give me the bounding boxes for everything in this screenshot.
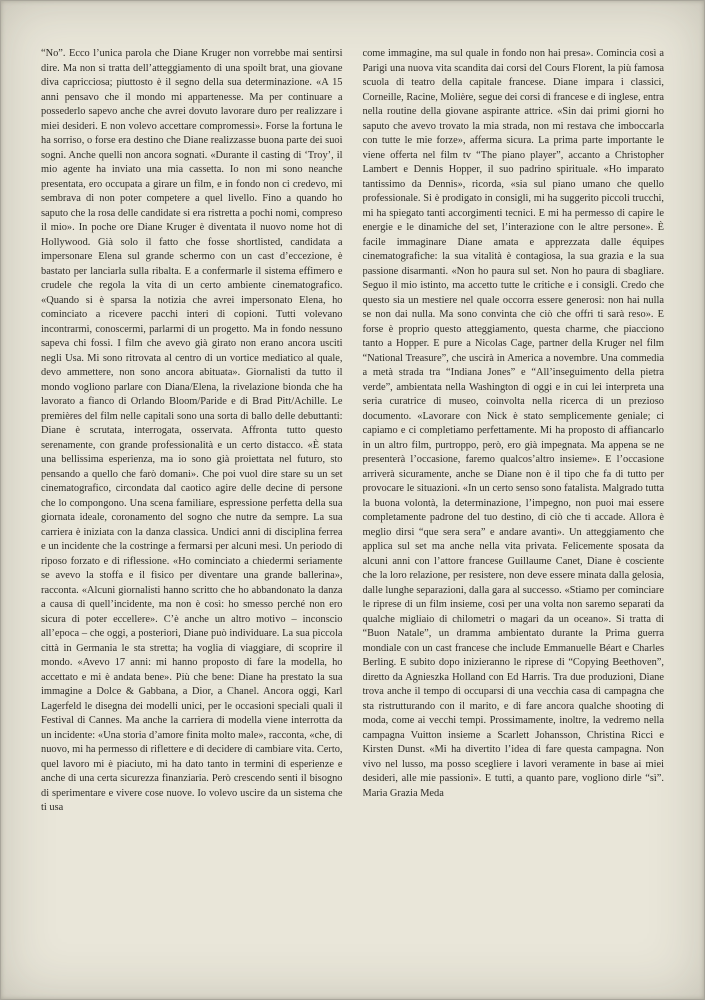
- article-columns: [41, 47, 664, 963]
- article-column-right: [363, 47, 665, 963]
- article-column-left: [41, 47, 343, 963]
- article-text-right: come immagine, ma sul quale in fondo non hai presa». Comincia così a Parigi una nuova vita scandita dai corsi del Cours Florent, la più famosa scuola di teatro della capitale francese. Diane impara i classici, Corneille, Racine, Molière, segue dei corsi di francese e di inglese, entra nella routine della giovane aspirante attrice. «Sin dai primi giorni ho saputo che avevo trovato la mia strada, non mi restava che imboccarla con tutte le mie forze», afferma sicura. La prima parte importante le viene offerta nel film tv “The piano player”, accanto a Christopher Lambert e Dennis Hopper, il suo padrino spirituale. «Ho imparato tantissimo da Dennis», ricorda, «sia sul piano umano che quello professionale. Si è prodigato in consigli, mi ha suggerito piccoli trucchi, mi ha spiegato tanti accorgimenti tecnici. E mi ha permesso di capire le energie e le dinamiche del set, l’interazione con le altre persone». È facile immaginare Diane amata e apprezzata dalle équipes cinematografiche: la sua vitalità è contagiosa, la sua grazia e la sua passione disarmanti. «Non ho paura sul set. Non ho paura di sbagliare. Seguo il mio istinto, ma accetto tutte le critiche e i consigli. Credo che questo sia un mestiere nel quale occorra essere generosi: non hai nulla se non dai nulla. Ma sono convinta che ciò che offri ti sarà reso». E forse è proprio questo atteggiamento, questa charme, che piacciono tanto a Hopper. E pure a Nicolas Cage, partner della Kruger nel film “National Treasure”, che uscirà in America a novembre. Una commedia a metà strada tra “Indiana Jones” e “All’inseguimento della pietra verde”, ambientata nella Washington di oggi e in cui lei interpreta una seria curatrice di museo, coinvolta nella ricerca di un prezioso documento. «Lavorare con Nick è stato semplicemente geniale; ci capiamo e ci completiamo perfettamente. Mi ha proposto di affiancarlo in un altro film, purtroppo, però, ero già impegnata. Ma appena se ne presenterà l’occasione, faremo qualcos’altro insieme». E l’occasione arriverà sicuramente, anche se Diane non è il tipo che fa di tutto per provocare le situazioni. «In un certo senso sono fatalista. Malgrado tutta la buona volontà, la determinazione, l’impegno, non puoi mai essere completamente padrone del tuo destino, di ciò che ti accade. Allora è meglio dirsi “que sera sera” e andare avanti». Un atteggiamento che applica sul set ma anche nella vita privata. Felicemente sposata da alcuni anni con l’attore francese Guillaume Canet, Diane è cosciente che la loro relazione, per resistere, non deve essere minata dalla gelosia, dalle lunghe separazioni, dalla gara al successo. «Stiamo per cominciare le riprese di un film insieme, così per una volta non saremo separati da qualche migliaio di chilometri o magari da un oceano». Si tratta di “Buon Natale”, un dramma ambientato durante la Prima guerra mondiale con un cast francese che include Emmanuelle Béart e Charles Berling. E subito dopo inizieranno le riprese di “Copying Beethoven”, diretto da Agnieszka Holland con Ed Harris. Tra due produzioni, Diane trova anche il tempo di occuparsi di una vecchia casa di campagna che sta ristrutturando con il marito, e di fare ancora qualche shooting di moda, come ai vecchi tempi. Prossimamente, inoltre, la vedremo nella campagna Vuitton insieme a Scarlett Johansson, Christina Ricci e Kirsten Dunst. «Mi ha divertito l’idea di fare questa campagna. Non vivo nel lusso, ma posso scegliere i lavori veramente in base ai miei desideri, alle mie passioni». E tutti, a quanto pare, vogliono dirle “sì”.: [362, 48, 664, 784]
- article-byline: Maria Grazia Meda: [362, 787, 444, 799]
- article-text-left: “No”. Ecco l’unica parola che Diane Kruger non vorrebbe mai sentirsi dire. Ma non si tratta dell’atteggiamento di una spoilt brat, una giovane diva capricciosa; piuttosto è il segno della sua determinazione. «A 15 anni pensavo che il mondo mi appartenesse. Ma per continuare a possederlo sapevo anche che avrei dovuto lavorare duro per realizzare i miei desideri. E non volevo accettare compromessi». Forse la fortuna le ha sorriso, o forse era destino che Diane realizzasse buona parte dei suoi sogni. Anche quelli non ancora sognati. «Durante il casting di ‘Troy’, il mio agente ha inviato una mia cassetta. Io non mi sono neanche presentata, ero occupata a girare un film, e in fondo non ci credevo, mi sembrava di non poter competere a quel livello. Fino a quando ho saputo che la rosa delle candidate si era ristretta a pochi nomi, compreso il mio». In poche ore Diane Kruger è diventata il nuovo nome hot di Hollywood. Già solo il fatto che fosse shortlisted, candidata a impersonare Elena sul grande schermo con un cast d’eccezione, è bastato per lanciarla sulla ribalta. E a confermarle il sistema effimero e crudele che regola la vita di un certo ambiente cinematografico. «Quando si è sparsa la notizia che avrei impersonato Elena, ho cominciato a ricevere pacchi interi di copioni. Tutti volevano incontrarmi, conoscermi, parlarmi di un progetto. Ma in fondo nessuno sapeva chi fossi. I film che avevo già girato non erano ancora usciti negli Usa. Mi sono ritrovata al centro di un vortice mediatico al quale, devo ammettere, non sono ancora abituata». Giornalisti da tutto il mondo vogliono parlare con Diana/Elena, la rivelazione bionda che ha lavorato a fianco di Orlando Bloom/Paride e di Brad Pitt/Achille. Le premières del film nelle capitali sono una sorta di ballo delle debuttanti: Diane è scrutata, interrogata, osservata. Affronta tutto questo serenamente, con grande professionalità e un certo distacco. «È stata una bellissima esperienza, ma io sono già proiettata nel futuro, sto pensando a quello che farò domani». Che poi vuol dire stare su un set cinematografico, circondata dal caotico agire delle decine di persone che lo compongono. Una scena familiare, espressione perfetta della sua giornata ideale, coronamento del sogno che nutre da sempre. La sua carriera è iniziata con la danza classica. Undici anni di disciplina ferrea e un incidente che la costringe a fermarsi per alcuni mesi. Un periodo di riposo forzato e di riflessione. «Ho cominciato a chiedermi seriamente se avevo la stoffa e il fisico per diventare una grande ballerina», racconta. «Alcuni giornalisti hanno scritto che ho abbandonato la danza a causa di quell’incidente, ma non è così: ho smesso perché non ero sicura di poter eccellere». C’è anche un altro motivo – inconscio all’epoca – che oggi, a posteriori, Diane può individuare. La sua piccola città in Germania le sta stretta; ha voglia di viaggiare, di scoprire il mondo. «Avevo 17 anni: mi hanno proposto di fare la modella, ho accettato e mi è andata bene». Più che bene: Diane ha prestato la sua immagine a Dolce & Gabbana, a Dior, a Chanel. Ancora oggi, Karl Lagerfeld le disegna dei modelli unici, per le occasioni speciali quali il Festival di Cannes. Ma anche la carriera di modella viene interrotta da un incidente: «Una storia d’amore finita molto male», racconta, «che, di nuovo, mi ha permesso di riflettere e di decidere di cambiare vita. Certo, quel lavoro mi è piaciuto, mi ha dato tanto in termini di esperienze e anche di una certa sicurezza finanziaria. Però crescendo senti il bisogno di sperimentare e vivere cose nuove. Io volevo uscire da un sistema che ti usa: [41, 48, 343, 813]
